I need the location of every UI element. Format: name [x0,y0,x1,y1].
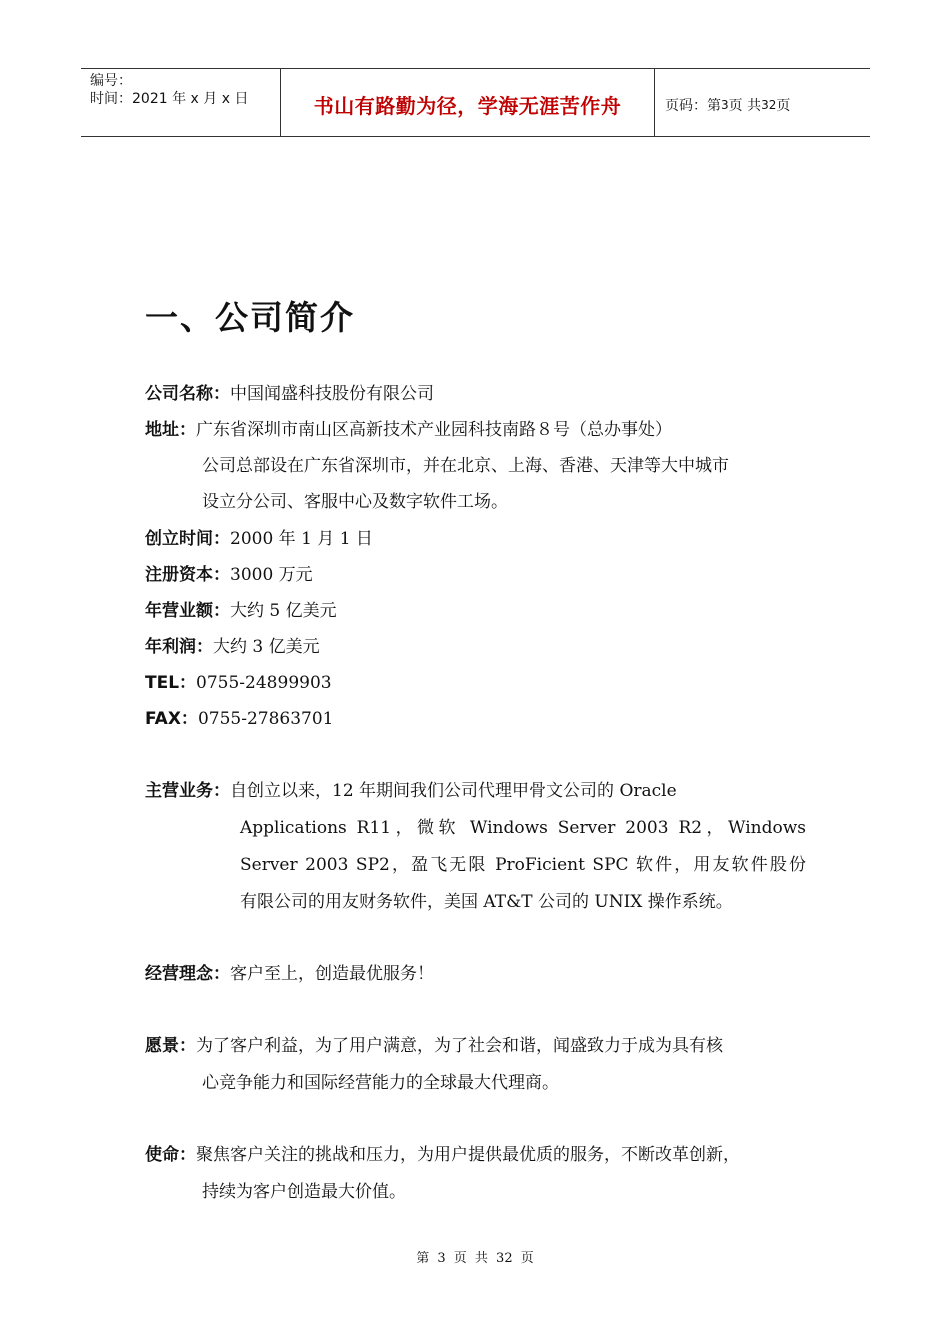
section-title: 一、公司简介 [145,298,355,337]
header-meta-cell [81,69,281,136]
page-header-table [81,68,870,137]
business-line-4: 有限公司的用友财务软件，美国 AT&T 公司的 UNIX 操作系统。 [240,892,733,912]
mission-line-2: 持续为客户创造最大价值。 [202,1182,406,1202]
header-page-cell: 页码：第 3 页 共 32 页 [665,97,791,114]
page-footer: 第 3 页 共 32 页 [416,1251,534,1266]
address-row: 地址：广东省深圳市南山区高新技术产业园科技南路８号（总办事处） [145,420,672,440]
fax-row: FAX：0755-27863701 [145,709,334,729]
founded-row: 创立时间：2000 年 1 月 1 日 [145,529,373,549]
vision-row: 愿景：为了客户利益，为了用户满意，为了社会和谐，闻盛致力于成为具有核 [145,1036,723,1056]
header-time: 时间：2021 年 x 月 x 日 [90,91,249,107]
address-desc-line-1: 公司总部设在广东省深圳市，并在北京、上海、香港、天津等大中城市 [202,456,729,476]
header-motto-cell [281,69,655,136]
mission-row: 使命：聚焦客户关注的挑战和压力，为用户提供最优质的服务，不断改革创新， [145,1145,740,1165]
business-row: 主营业务：自创立以来，12 年期间我们公司代理甲骨文公司的 Oracle [145,781,677,801]
business-line-3: Server 2003 SP2，盈飞无限 ProFicient SPC 软件，用友软件股份 [240,855,806,875]
header-page-current: 3 [721,97,729,112]
tel-row: TEL：0755-24899903 [145,673,332,693]
address-desc-line-2: 设立分公司、客服中心及数字软件工场。 [202,492,508,512]
business-line-2: Applications R11，微软 Windows Server 2003 R2，Windows [240,818,806,838]
philosophy-row: 经营理念：客户至上，创造最优服务！ [145,964,434,984]
capital-row: 注册资本：3000 万元 [145,565,313,585]
header-page-total: 32 [761,97,777,112]
vision-line-2: 心竞争能力和国际经营能力的全球最大代理商。 [202,1073,559,1093]
header-serial: 编号： [90,73,132,89]
header-motto: 书山有路勤为径，学海无涯苦作舟 [313,94,622,118]
company-name-row: 公司名称：中国闻盛科技股份有限公司 [145,384,434,404]
profit-row: 年利润：大约 3 亿美元 [145,637,320,657]
revenue-row: 年营业额：大约 5 亿美元 [145,601,337,621]
